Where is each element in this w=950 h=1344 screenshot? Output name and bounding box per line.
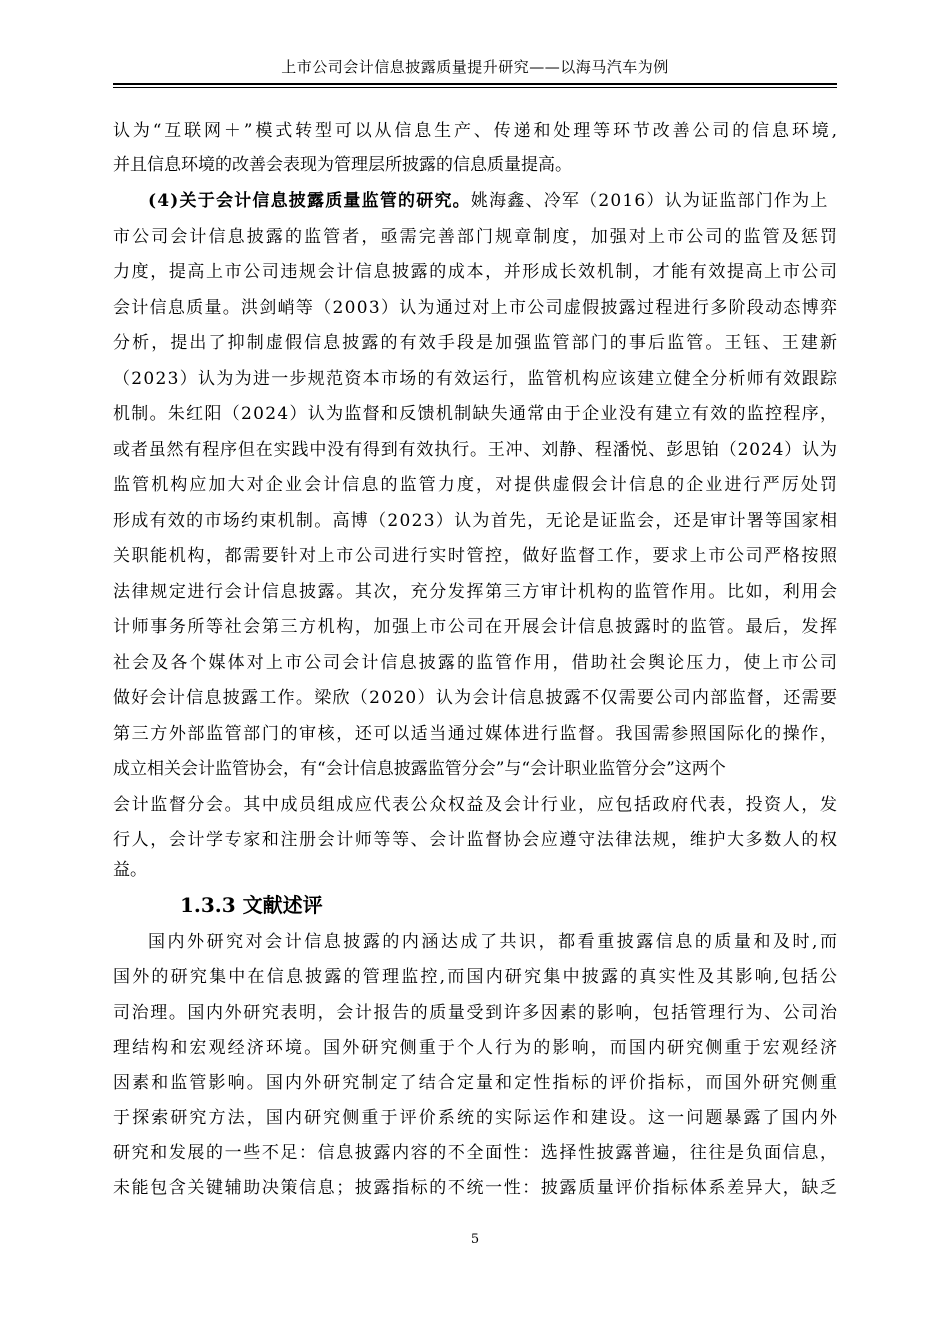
paragraph-line: 国外的研究集中在信息披露的管理监控,而国内研究集中披露的真实性及其影响,包括公: [113, 967, 840, 987]
section-heading: 1.3.3 文献述评: [180, 893, 323, 917]
header-rule-thin: [113, 87, 837, 88]
paragraph-line: 会计信息质量。洪剑峭等（2003）认为通过对上市公司虚假披露过程进行多阶段动态博弈: [113, 298, 839, 318]
paragraph-line: 做好会计信息披露工作。梁欣（2020）认为会计信息披露不仅需要公司内部监督，还需要: [113, 688, 839, 708]
paragraph-line: 理结构和宏观经济环境。国外研究侧重于个人行为的影响，而国内研究侧重于宏观经济: [113, 1038, 840, 1058]
paragraph-line: 司治理。国内外研究表明，会计报告的质量受到许多因素的影响，包括管理行为、公司治: [113, 1003, 839, 1023]
paragraph-line: 于探索研究方法，国内研究侧重于评价系统的实际运作和建设。这一问题暴露了国内外: [113, 1108, 840, 1128]
paragraph-line: 计师事务所等社会第三方机构，加强上市公司在开展会计信息披露时的监管。最后，发挥: [113, 617, 839, 637]
header-rule-thick: [113, 83, 837, 85]
paragraph-text: 姚海鑫、冷军（2016）认为证监部门作为上: [470, 191, 829, 211]
paragraph-line: 行人，会计学专家和注册会计师等等、会计监督协会应遵守法律法规，维护大多数人的权: [113, 830, 839, 850]
paragraph-line: 研究和发展的一些不足：信息披露内容的不全面性：选择性披露普遍，往往是负面信息，: [113, 1143, 839, 1163]
paragraph-line: 分析，提出了抑制虚假信息披露的有效手段是加强监管部门的事后监管。王钰、王建新: [113, 333, 840, 353]
subsection-lead: (4)关于会计信息披露质量监管的研究。: [148, 191, 471, 211]
paragraph-line: 形成有效的市场约束机制。高博（2023）认为首先，无论是证监会，还是审计署等国家相: [113, 511, 839, 531]
paragraph-line: 监管机构应加大对企业会计信息的监管力度，对提供虚假会计信息的企业进行严厉处罚: [113, 475, 840, 495]
paragraph-line-first: 国内外研究对会计信息披露的内涵达成了共识，都看重披露信息的质量和及时,而: [148, 932, 840, 952]
paragraph-line: 因素和监管影响。国内外研究制定了结合定量和定性指标的评价指标，而国外研究侧重: [113, 1073, 840, 1093]
paragraph-line: 或者虽然有程序但在实践中没有得到有效执行。王冲、刘静、程潘悦、彭思铂（2024）认为: [113, 440, 838, 460]
paragraph-line: 社会及各个媒体对上市公司会计信息披露的监管作用，借助社会舆论压力，使上市公司: [113, 653, 840, 673]
paragraph-line: 并且信息环境的改善会表现为管理层所披露的信息质量提高。: [113, 155, 572, 175]
page-number: 5: [470, 1232, 480, 1247]
paragraph-line-first: [148, 184, 837, 218]
paragraph-line: 成立相关会计监管协会，有“会计信息披露监管分会”与“会计职业监管分会”这两个: [113, 759, 726, 779]
paragraph-line: 未能包含关键辅助决策信息；披露指标的不统一性：披露质量评价指标体系差异大，缺乏: [113, 1178, 839, 1198]
paragraph-line: （2023）认为为进一步规范资本市场的有效运行，监管机构应该建立健全分析师有效跟踪: [113, 369, 839, 389]
page-header-title: 上市公司会计信息披露质量提升研究——以海马汽车为例: [281, 58, 669, 76]
paragraph-line: 机制。朱红阳（2024）认为监督和反馈机制缺失通常由于企业没有建立有效的监控程序，: [113, 404, 839, 424]
paragraph-line: 会计监督分会。其中成员组成应代表公众权益及会计行业，应包括政府代表，投资人，发: [113, 795, 839, 815]
paragraph-line: 认为“互联网＋”模式转型可以从信息生产、传递和处理等环节改善公司的信息环境,: [113, 121, 840, 141]
paragraph-line: 关职能机构，都需要针对上市公司进行实时管控，做好监督工作，要求上市公司严格按照: [113, 546, 839, 566]
paragraph-line: 法律规定进行会计信息披露。其次，充分发挥第三方审计机构的监管作用。比如，利用会: [113, 582, 839, 602]
paragraph-line: 力度，提高上市公司违规会计信息披露的成本，并形成长效机制，才能有效提高上市公司: [113, 262, 839, 282]
paragraph-line: 第三方外部监管部门的审核，还可以适当通过媒体进行监督。我国需参照国际化的操作，: [113, 724, 839, 744]
paragraph-line: 益。: [113, 860, 147, 880]
paragraph-line: 市公司会计信息披露的监管者，亟需完善部门规章制度，加强对上市公司的监管及惩罚: [113, 227, 840, 247]
